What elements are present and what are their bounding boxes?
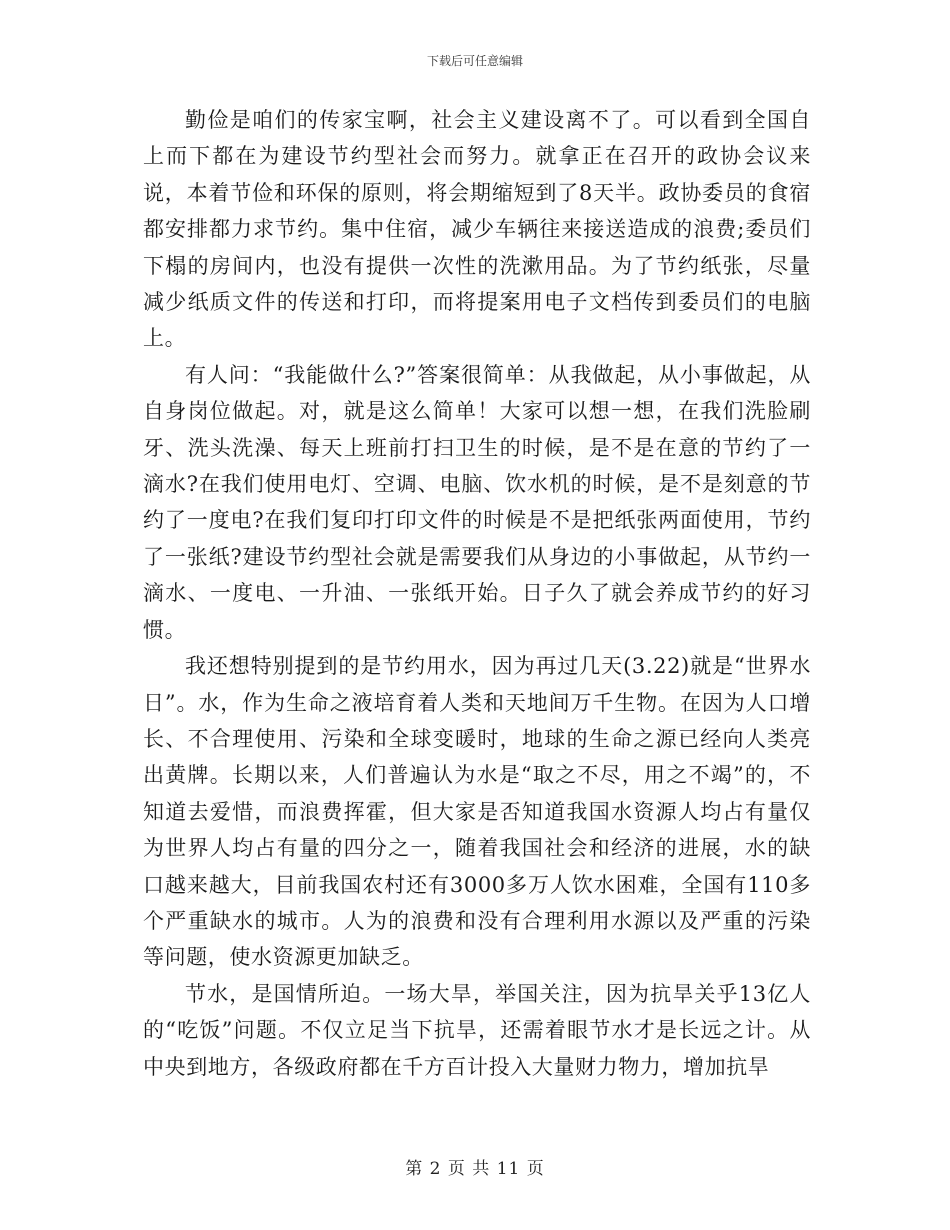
paragraph-4: 节水，是国情所迫。一场大旱，举国关注，因为抗旱关乎13亿人的“吃饭”问题。不仅立足当下抗旱，还需着眼节水才是长远之计。从中央到地方，各级政府都在千方百计投入大量财力物力，增加抗旱 <box>143 981 811 1079</box>
page-footer: 第 2 页 共 11 页 <box>405 1159 545 1179</box>
paragraph-3: 我还想特别提到的是节约用水，因为再过几天(3.22)就是“世界水日”。水，作为生命之液培育着人类和天地间万千生物。在因为人口增长、不合理使用、污染和全球变暖时，地球的生命之源已经向人类亮出黄牌。长期以来，人们普遍认为水是“取之不尽，用之不竭”的，不知道去爱惜，而浪费挥霍，但大家是否知道我国水资源人均占有量仅为世界人均占有量的四分之一，随着我国社会和经济的进展，水的缺口越来越大，目前我国农村还有3000多万人饮水困难，全国有110多个严重缺水的城市。人为的浪费和没有合理利用水源以及严重的污染等问题，使水资源更加缺乏。 <box>143 654 811 970</box>
page-header: 下载后可任意编辑 <box>426 54 523 68</box>
document-body <box>143 102 811 1085</box>
paragraph-2: 有人问：“我能做什么?”答案很简单：从我做起，从小事做起，从自身岗位做起。对，就是这么简单！大家可以想一想，在我们洗脸刷牙、洗头洗澡、每天上班前打扫卫生的时候，是不是在意的节约了一滴水?在我们使用电灯、空调、电脑、饮水机的时候，是不是刻意的节约了一度电?在我们复印打印文件的时候是不是把纸张两面使用，节约了一张纸?建设节约型社会就是需要我们从身边的小事做起，从节约一滴水、一度电、一升油、一张纸开始。日子久了就会养成节约的好习惯。 <box>143 362 811 642</box>
paragraph-1: 勤俭是咱们的传家宝啊，社会主义建设离不了。可以看到全国自上而下都在为建设节约型社会而努力。就拿正在召开的政协会议来说，本着节俭和环保的原则，将会期缩短到了8天半。政协委员的食宿都安排都力求节约。集中住宿，减少车辆往来接送造成的浪费;委员们下榻的房间内，也没有提供一次性的洗漱用品。为了节约纸张，尽量减少纸质文件的传送和打印，而将提案用电子文档传到委员们的电脑上。 <box>143 108 811 351</box>
